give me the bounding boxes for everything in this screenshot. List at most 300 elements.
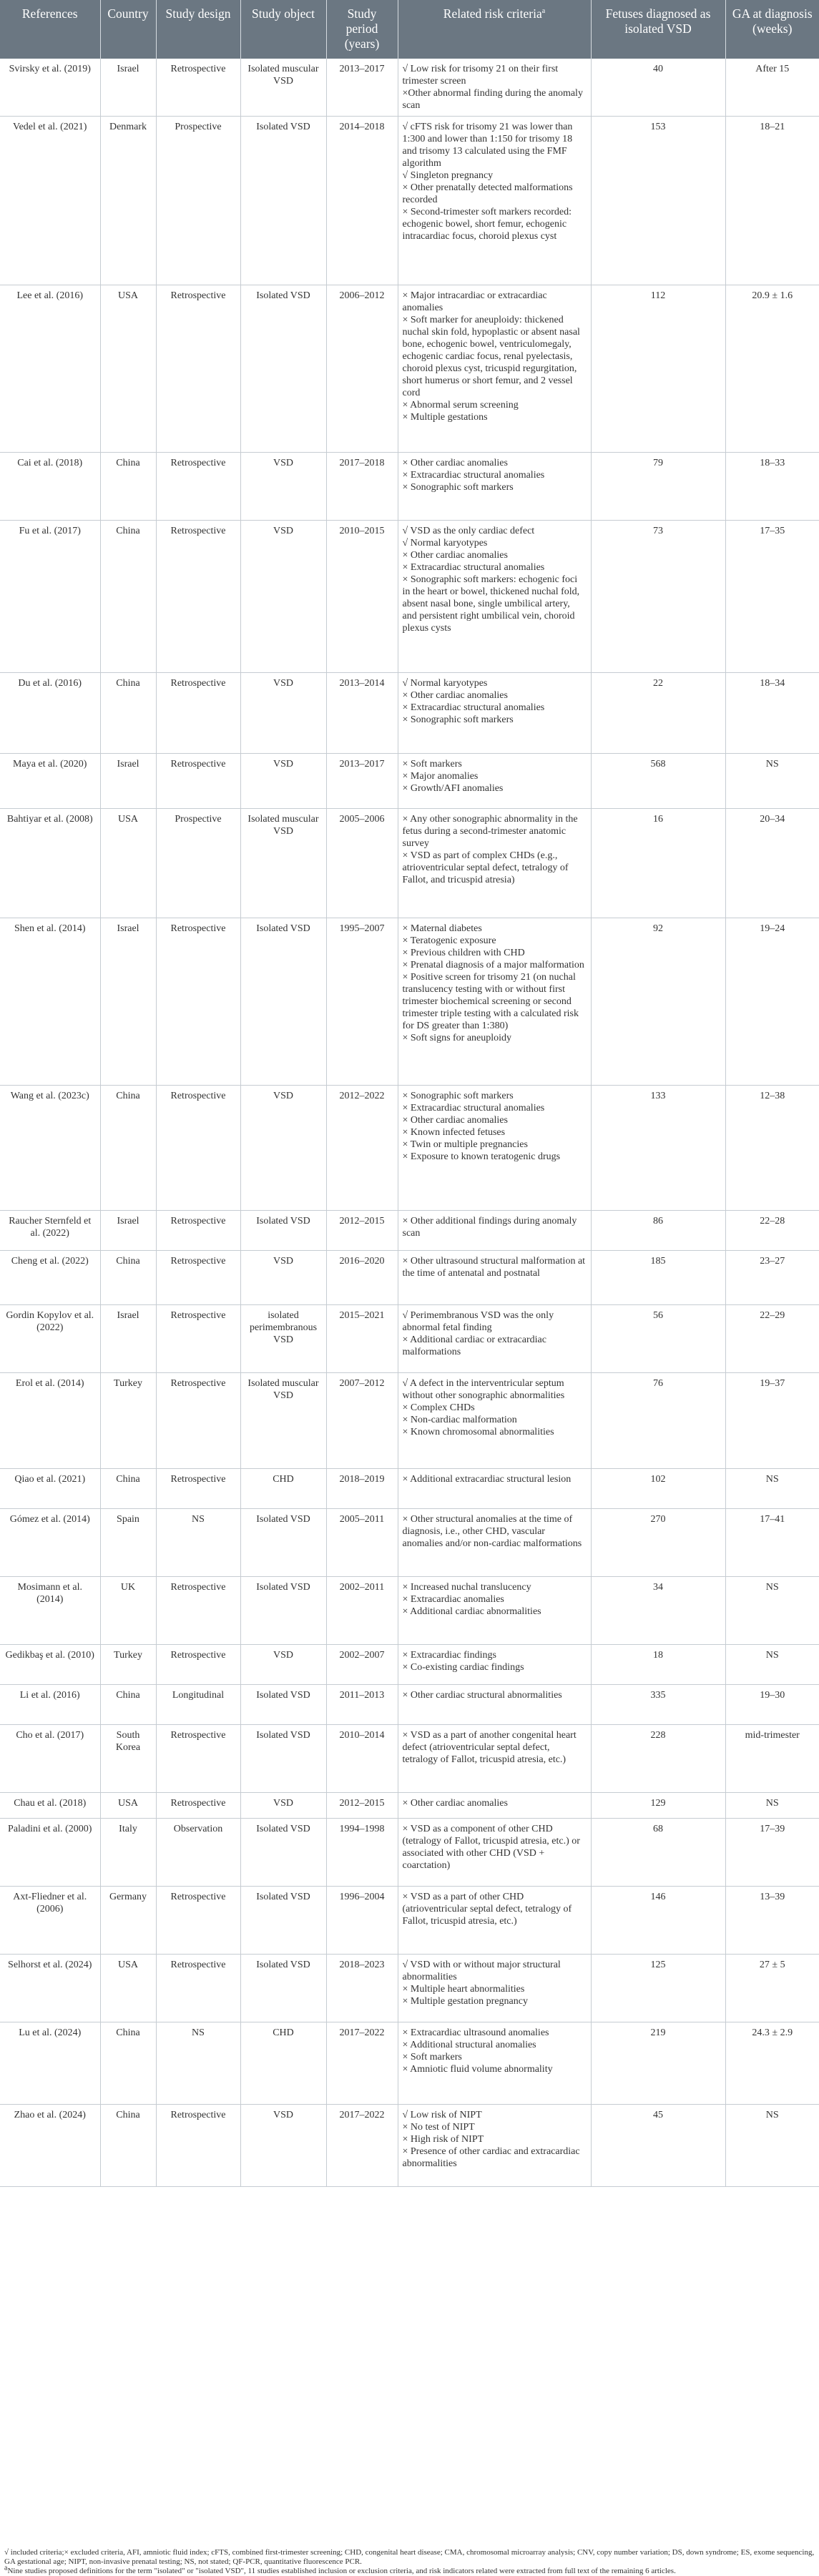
cell-country: China: [100, 1685, 156, 1725]
criteria-item: × High risk of NIPT: [402, 2134, 484, 2145]
table-row: [0, 1793, 819, 1819]
criteria-item: × Extracardiac structural anomalies: [402, 702, 545, 713]
criteria-item: × Other structural anomalies at the time of diagnosis, i.e., other CHD, vascular anomalies and/or non-cardiac malformations: [402, 1514, 582, 1549]
cell-country: Israel: [100, 754, 156, 809]
cell-ga-at-diagnosis: NS: [725, 1645, 819, 1685]
cell-fetuses-count: 228: [591, 1725, 725, 1793]
cell-fetuses-count: 125: [591, 1955, 725, 2022]
cell-risk-criteria: [398, 1685, 591, 1725]
cell-study-design: Prospective: [156, 117, 240, 285]
cell-risk-criteria: [398, 285, 591, 453]
cell-country: Turkey: [100, 1373, 156, 1469]
table-row: [0, 809, 819, 918]
table-row: [0, 1305, 819, 1373]
header-criteria-superscript: a: [541, 7, 546, 16]
cell-risk-criteria: [398, 1577, 591, 1645]
cell-study-object: Isolated VSD: [240, 1819, 326, 1887]
criteria-item: × VSD as a component of other CHD (tetralogy of Fallot, tricuspid atresia, etc.) or associated with other CHD (VSD + coarctation): [402, 1824, 580, 1871]
criteria-item: × Non-cardiac malformation: [402, 1415, 517, 1425]
criteria-item: × Other additional findings during anomaly scan: [402, 1216, 577, 1239]
table-row: [0, 1725, 819, 1793]
criteria-item: × Exposure to known teratogenic drugs: [402, 1151, 561, 1162]
cell-study-object: Isolated VSD: [240, 918, 326, 1086]
table-row: [0, 1645, 819, 1685]
criteria-item: × Extracardiac anomalies: [402, 1594, 504, 1605]
cell-study-design: Retrospective: [156, 754, 240, 809]
cell-fetuses-count: 146: [591, 1887, 725, 1955]
cell-study-design: Retrospective: [156, 1887, 240, 1955]
cell-fetuses-count: 76: [591, 1373, 725, 1469]
criteria-item: √ Normal karyotypes: [402, 678, 488, 689]
criteria-item: √ cFTS risk for trisomy 21 was lower than 1:300 and lower than 1:150 for trisomy 18 and trisomy 13 calculated using the FMF algorithm: [402, 122, 573, 169]
cell-study-object: VSD: [240, 1086, 326, 1211]
cell-risk-criteria: [398, 453, 591, 521]
criteria-item: × Presence of other cardiac and extracardiac abnormalities: [402, 2146, 580, 2169]
criteria-item: × Previous children with CHD: [402, 948, 525, 958]
cell-fetuses-count: 102: [591, 1469, 725, 1509]
cell-fetuses-count: 129: [591, 1793, 725, 1819]
cell-fetuses-count: 112: [591, 285, 725, 453]
criteria-item: × Known chromosomal abnormalities: [402, 1427, 554, 1437]
criteria-item: × Amniotic fluid volume abnormality: [402, 2064, 553, 2075]
cell-risk-criteria: [398, 2105, 591, 2187]
cell-study-design: Retrospective: [156, 453, 240, 521]
cell-study-design: Retrospective: [156, 1725, 240, 1793]
cell-study-object: CHD: [240, 1469, 326, 1509]
cell-reference: Cho et al. (2017): [0, 1725, 100, 1793]
cell-reference: Bahtiyar et al. (2008): [0, 809, 100, 918]
cell-risk-criteria: [398, 1373, 591, 1469]
cell-fetuses-count: 335: [591, 1685, 725, 1725]
cell-reference: Erol et al. (2014): [0, 1373, 100, 1469]
criteria-item: × Extracardiac structural anomalies: [402, 562, 545, 573]
cell-study-object: VSD: [240, 2105, 326, 2187]
cell-study-object: VSD: [240, 1793, 326, 1819]
cell-reference: Gordin Kopylov et al. (2022): [0, 1305, 100, 1373]
table-row: [0, 1577, 819, 1645]
table-row: [0, 1086, 819, 1211]
cell-study-design: Retrospective: [156, 1305, 240, 1373]
table-row: [0, 1373, 819, 1469]
cell-country: China: [100, 1469, 156, 1509]
cell-risk-criteria: [398, 809, 591, 918]
cell-ga-at-diagnosis: NS: [725, 1793, 819, 1819]
cell-country: China: [100, 2022, 156, 2105]
cell-country: South Korea: [100, 1725, 156, 1793]
cell-study-design: Retrospective: [156, 521, 240, 673]
cell-fetuses-count: 56: [591, 1305, 725, 1373]
criteria-item: × Extracardiac structural anomalies: [402, 470, 545, 481]
cell-study-object: Isolated VSD: [240, 1211, 326, 1251]
cell-study-object: Isolated VSD: [240, 1887, 326, 1955]
cell-country: Israel: [100, 1211, 156, 1251]
criteria-item: × Multiple gestation pregnancy: [402, 1996, 528, 2007]
cell-study-object: Isolated VSD: [240, 1955, 326, 2022]
cell-risk-criteria: [398, 1469, 591, 1509]
criteria-item: × Soft marker for aneuploidy: thickened nuchal skin fold, hypoplastic or absent nasal bone, echogenic bowel, ventriculomegaly, echogenic cardiac focus, renal pyelectasis, choroid plexus cyst, tricuspid regurgitation, short humerus or short femur, and 2 vessel cord: [402, 315, 580, 398]
table-row: [0, 1251, 819, 1305]
cell-country: Israel: [100, 59, 156, 117]
cell-ga-at-diagnosis: After 15: [725, 59, 819, 117]
cell-fetuses-count: 40: [591, 59, 725, 117]
table-row: [0, 673, 819, 754]
header-study-design: Study design: [156, 0, 240, 59]
cell-reference: Du et al. (2016): [0, 673, 100, 754]
table-body: [0, 59, 819, 2187]
criteria-item: × Additional structural anomalies: [402, 2040, 536, 2050]
cell-study-object: Isolated VSD: [240, 1509, 326, 1577]
cell-risk-criteria: [398, 754, 591, 809]
cell-study-object: CHD: [240, 2022, 326, 2105]
cell-reference: Lu et al. (2024): [0, 2022, 100, 2105]
cell-country: UK: [100, 1577, 156, 1645]
cell-ga-at-diagnosis: 20–34: [725, 809, 819, 918]
criteria-item: √ A defect in the interventricular septum without other sonographic abnormalities: [402, 1378, 565, 1401]
criteria-item: × Any other sonographic abnormality in the fetus during a second-trimester anatomic survey: [402, 814, 578, 849]
criteria-item: × VSD as a part of other CHD (atrioventricular septal defect, tetralogy of Fallot, tricuspid atresia, etc.): [402, 1892, 572, 1927]
cell-study-object: VSD: [240, 1251, 326, 1305]
criteria-item: × No test of NIPT: [402, 2122, 475, 2133]
cell-reference: Maya et al. (2020): [0, 754, 100, 809]
header-study-object: Study object: [240, 0, 326, 59]
cell-country: Israel: [100, 918, 156, 1086]
cell-study-design: Retrospective: [156, 2105, 240, 2187]
criteria-item: × Extracardiac ultrasound anomalies: [402, 2027, 549, 2038]
cell-study-design: Retrospective: [156, 918, 240, 1086]
cell-study-period: 2002–2007: [326, 1645, 398, 1685]
cell-fetuses-count: 79: [591, 453, 725, 521]
cell-study-period: 2005–2006: [326, 809, 398, 918]
criteria-item: × Other ultrasound structural malformation at the time of antenatal and postnatal: [402, 1256, 586, 1279]
cell-study-period: 2010–2015: [326, 521, 398, 673]
cell-ga-at-diagnosis: 18–34: [725, 673, 819, 754]
cell-study-design: NS: [156, 1509, 240, 1577]
table-row: [0, 521, 819, 673]
cell-risk-criteria: [398, 1251, 591, 1305]
cell-study-object: VSD: [240, 453, 326, 521]
cell-ga-at-diagnosis: 18–33: [725, 453, 819, 521]
cell-study-period: 2011–2013: [326, 1685, 398, 1725]
cell-ga-at-diagnosis: NS: [725, 1469, 819, 1509]
table-row: [0, 1509, 819, 1577]
cell-reference: Svirsky et al. (2019): [0, 59, 100, 117]
cell-country: Germany: [100, 1887, 156, 1955]
criteria-item: √ Singleton pregnancy: [402, 170, 494, 181]
cell-reference: Shen et al. (2014): [0, 918, 100, 1086]
cell-study-design: Longitudinal: [156, 1685, 240, 1725]
table-header: [0, 0, 819, 59]
cell-ga-at-diagnosis: 12–38: [725, 1086, 819, 1211]
cell-ga-at-diagnosis: 17–39: [725, 1819, 819, 1887]
table-row: [0, 1469, 819, 1509]
criteria-item: × Major intracardiac or extracardiac anomalies: [402, 290, 547, 313]
table-row: [0, 1887, 819, 1955]
cell-study-object: Isolated VSD: [240, 285, 326, 453]
cell-ga-at-diagnosis: 22–28: [725, 1211, 819, 1251]
cell-ga-at-diagnosis: 19–37: [725, 1373, 819, 1469]
table-row: [0, 117, 819, 285]
cell-country: USA: [100, 1955, 156, 2022]
cell-ga-at-diagnosis: mid-trimester: [725, 1725, 819, 1793]
cell-reference: Wang et al. (2023c): [0, 1086, 100, 1211]
criteria-item: × Positive screen for trisomy 21 (on nuchal translucency testing with or without first trimester biochemical screening or second trimester triple testing with a calculated risk for DS greater than 1:380): [402, 972, 579, 1031]
cell-study-design: Retrospective: [156, 1086, 240, 1211]
cell-country: Italy: [100, 1819, 156, 1887]
criteria-item: × Sonographic soft markers: echogenic foci in the heart or bowel, thickened nuchal fold, absent nasal bone, single umbilical artery, and persistent right umbilical vein, choroid plexus cysts: [402, 574, 580, 634]
cell-study-design: Retrospective: [156, 1955, 240, 2022]
table-row: [0, 453, 819, 521]
cell-study-object: VSD: [240, 521, 326, 673]
cell-fetuses-count: 68: [591, 1819, 725, 1887]
cell-study-period: 2018–2023: [326, 1955, 398, 2022]
cell-study-period: 2010–2014: [326, 1725, 398, 1793]
cell-reference: Selhorst et al. (2024): [0, 1955, 100, 2022]
cell-study-design: Observation: [156, 1819, 240, 1887]
criteria-item: × Teratogenic exposure: [402, 935, 496, 946]
criteria-item: × Increased nuchal translucency: [402, 1582, 531, 1593]
cell-study-object: isolated perimembranous VSD: [240, 1305, 326, 1373]
cell-study-period: 1994–1998: [326, 1819, 398, 1887]
cell-study-object: Isolated muscular VSD: [240, 1373, 326, 1469]
table-row: [0, 1819, 819, 1887]
cell-study-object: VSD: [240, 754, 326, 809]
cell-study-object: Isolated muscular VSD: [240, 809, 326, 918]
cell-country: China: [100, 521, 156, 673]
cell-study-object: VSD: [240, 1645, 326, 1685]
cell-ga-at-diagnosis: 20.9 ± 1.6: [725, 285, 819, 453]
cell-reference: Vedel et al. (2021): [0, 117, 100, 285]
table-row: [0, 2022, 819, 2105]
cell-reference: Axt-Fliedner et al. (2006): [0, 1887, 100, 1955]
criteria-item: × VSD as part of complex CHDs (e.g., atrioventricular septal defect, tetralogy of Fallot, and tricuspid atresia): [402, 850, 569, 885]
criteria-item: × Other cardiac anomalies: [402, 690, 508, 701]
header-country: Country: [100, 0, 156, 59]
criteria-item: × Multiple gestations: [402, 412, 488, 423]
cell-study-period: 2013–2017: [326, 754, 398, 809]
cell-study-period: 2016–2020: [326, 1251, 398, 1305]
cell-ga-at-diagnosis: 22–29: [725, 1305, 819, 1373]
cell-study-period: 2012–2022: [326, 1086, 398, 1211]
cell-study-object: VSD: [240, 673, 326, 754]
cell-country: USA: [100, 1793, 156, 1819]
criteria-item: × Other cardiac anomalies: [402, 550, 508, 561]
cell-reference: Li et al. (2016): [0, 1685, 100, 1725]
table-row: [0, 1685, 819, 1725]
cell-reference: Raucher Sternfeld et al. (2022): [0, 1211, 100, 1251]
footnote-note: [4, 2564, 815, 2576]
cell-fetuses-count: 45: [591, 2105, 725, 2187]
cell-reference: Cheng et al. (2022): [0, 1251, 100, 1305]
cell-ga-at-diagnosis: 24.3 ± 2.9: [725, 2022, 819, 2105]
cell-study-object: Isolated VSD: [240, 1577, 326, 1645]
cell-study-period: 2006–2012: [326, 285, 398, 453]
cell-ga-at-diagnosis: 19–24: [725, 918, 819, 1086]
cell-study-object: Isolated VSD: [240, 117, 326, 285]
cell-country: USA: [100, 809, 156, 918]
criteria-item: × Extracardiac structural anomalies: [402, 1103, 545, 1114]
header-study-period: Study period (years): [326, 0, 398, 59]
criteria-item: √ Low risk of NIPT: [402, 2110, 482, 2120]
criteria-item: √ Normal karyotypes: [402, 538, 488, 549]
cell-country: Turkey: [100, 1645, 156, 1685]
criteria-item: √ Perimembranous VSD was the only abnormal fetal finding: [402, 1310, 554, 1333]
header-references: References: [0, 0, 100, 59]
criteria-item: √ VSD as the only cardiac defect: [402, 526, 535, 536]
cell-risk-criteria: [398, 1086, 591, 1211]
cell-study-period: 1996–2004: [326, 1887, 398, 1955]
criteria-item: × Complex CHDs: [402, 1402, 475, 1413]
criteria-item: × Sonographic soft markers: [402, 482, 514, 493]
cell-risk-criteria: [398, 521, 591, 673]
cell-ga-at-diagnosis: NS: [725, 754, 819, 809]
cell-country: China: [100, 1086, 156, 1211]
table-row: [0, 59, 819, 117]
criteria-item: ×Other abnormal finding during the anomaly scan: [402, 88, 583, 111]
cell-reference: Qiao et al. (2021): [0, 1469, 100, 1509]
cell-country: Spain: [100, 1509, 156, 1577]
cell-study-object: Isolated muscular VSD: [240, 59, 326, 117]
criteria-item: × Other cardiac anomalies: [402, 458, 508, 468]
cell-risk-criteria: [398, 1955, 591, 2022]
cell-reference: Gómez et al. (2014): [0, 1509, 100, 1577]
table-row: [0, 1955, 819, 2022]
cell-study-design: NS: [156, 2022, 240, 2105]
cell-study-design: Retrospective: [156, 1373, 240, 1469]
cell-fetuses-count: 86: [591, 1211, 725, 1251]
table-row: [0, 285, 819, 453]
cell-study-period: 2017–2018: [326, 453, 398, 521]
cell-study-design: Prospective: [156, 809, 240, 918]
criteria-item: × Maternal diabetes: [402, 923, 482, 934]
cell-study-design: Retrospective: [156, 1645, 240, 1685]
criteria-item: √ VSD with or without major structural abnormalities: [402, 1960, 561, 1982]
cell-country: China: [100, 1251, 156, 1305]
cell-study-period: 2002–2011: [326, 1577, 398, 1645]
cell-risk-criteria: [398, 673, 591, 754]
header-ga-at-diagnosis: GA at diagnosis (weeks): [725, 0, 819, 59]
cell-study-period: 2015–2021: [326, 1305, 398, 1373]
criteria-item: × Other cardiac structural abnormalities: [402, 1690, 562, 1701]
cell-risk-criteria: [398, 59, 591, 117]
cell-fetuses-count: 219: [591, 2022, 725, 2105]
criteria-item: × Sonographic soft markers: [402, 714, 514, 725]
cell-ga-at-diagnosis: 23–27: [725, 1251, 819, 1305]
cell-ga-at-diagnosis: 13–39: [725, 1887, 819, 1955]
cell-fetuses-count: 92: [591, 918, 725, 1086]
cell-reference: Lee et al. (2016): [0, 285, 100, 453]
cell-fetuses-count: 185: [591, 1251, 725, 1305]
cell-study-design: Retrospective: [156, 59, 240, 117]
criteria-item: × Twin or multiple pregnancies: [402, 1139, 528, 1150]
cell-reference: Chau et al. (2018): [0, 1793, 100, 1819]
cell-study-period: 1995–2007: [326, 918, 398, 1086]
cell-study-period: 2012–2015: [326, 1211, 398, 1251]
cell-study-period: 2012–2015: [326, 1793, 398, 1819]
criteria-item: × Other cardiac anomalies: [402, 1115, 508, 1126]
cell-ga-at-diagnosis: 27 ± 5: [725, 1955, 819, 2022]
table-row: [0, 1211, 819, 1251]
criteria-item: × Multiple heart abnormalities: [402, 1984, 525, 1995]
criteria-item: × Additional cardiac or extracardiac malformations: [402, 1334, 546, 1357]
cell-study-design: Retrospective: [156, 1211, 240, 1251]
cell-reference: Paladini et al. (2000): [0, 1819, 100, 1887]
criteria-item: × Co-existing cardiac findings: [402, 1662, 524, 1673]
cell-ga-at-diagnosis: NS: [725, 2105, 819, 2187]
cell-study-period: 2018–2019: [326, 1469, 398, 1509]
cell-study-design: Retrospective: [156, 1469, 240, 1509]
table-row: [0, 754, 819, 809]
cell-reference: Fu et al. (2017): [0, 521, 100, 673]
cell-risk-criteria: [398, 1509, 591, 1577]
cell-risk-criteria: [398, 1887, 591, 1955]
cell-risk-criteria: [398, 1645, 591, 1685]
cell-study-period: 2017–2022: [326, 2105, 398, 2187]
cell-risk-criteria: [398, 1819, 591, 1887]
cell-study-design: Retrospective: [156, 673, 240, 754]
cell-risk-criteria: [398, 117, 591, 285]
cell-reference: Cai et al. (2018): [0, 453, 100, 521]
footnote-note-superscript: a: [4, 2564, 8, 2572]
cell-study-period: 2014–2018: [326, 117, 398, 285]
cell-study-period: 2005–2011: [326, 1509, 398, 1577]
cell-fetuses-count: 18: [591, 1645, 725, 1685]
cell-reference: Zhao et al. (2024): [0, 2105, 100, 2187]
cell-reference: Mosimann et al. (2014): [0, 1577, 100, 1645]
criteria-item: × Major anomalies: [402, 771, 479, 782]
criteria-item: × Additional extracardiac structural lesion: [402, 1474, 572, 1485]
criteria-item: × Sonographic soft markers: [402, 1091, 514, 1101]
cell-study-object: Isolated VSD: [240, 1725, 326, 1793]
cell-fetuses-count: 133: [591, 1086, 725, 1211]
cell-country: Denmark: [100, 117, 156, 285]
cell-country: Israel: [100, 1305, 156, 1373]
table-row: [0, 918, 819, 1086]
cell-country: China: [100, 453, 156, 521]
cell-fetuses-count: 16: [591, 809, 725, 918]
criteria-item: × Other cardiac anomalies: [402, 1798, 508, 1809]
criteria-item: × Growth/AFI anomalies: [402, 783, 504, 794]
cell-ga-at-diagnosis: 17–35: [725, 521, 819, 673]
cell-country: China: [100, 673, 156, 754]
cell-fetuses-count: 73: [591, 521, 725, 673]
cell-study-period: 2013–2014: [326, 673, 398, 754]
cell-study-period: 2013–2017: [326, 59, 398, 117]
criteria-item: × Abnormal serum screening: [402, 400, 519, 411]
criteria-item: × Other prenatally detected malformations recorded: [402, 182, 573, 205]
cell-risk-criteria: [398, 1211, 591, 1251]
cell-risk-criteria: [398, 1305, 591, 1373]
criteria-item: × VSD as a part of another congenital heart defect (atrioventricular septal defect, tetralogy of Fallot, tricuspid atresia, etc.): [402, 1730, 577, 1765]
cell-fetuses-count: 153: [591, 117, 725, 285]
cell-risk-criteria: [398, 1725, 591, 1793]
cell-risk-criteria: [398, 918, 591, 1086]
cell-reference: Gedikbaş et al. (2010): [0, 1645, 100, 1685]
footnote-abbreviations: √ included criteria;× excluded criteria, AFI, amniotic fluid index; cFTS, combined first-trimester screening; CHD, congenital heart disease; CMA, chromosomal microarray analysis; CNV, copy number variation; DS, down syndrome; ES, exome sequencing, GA gestational age; NIPT, non-invasive prenatal testing; NS, not stated; QF-PCR, quantitative fluorescence PCR.: [4, 2548, 815, 2566]
footnote-note-text: Nine studies proposed definitions for the term "isolated" or "isolated VSD", 11 studies established inclusion or exclusion criteria, and risk indicators related were extracted from full text of the remaining 6 articles.: [7, 2567, 676, 2575]
table-footnotes: [0, 2548, 819, 2576]
cell-fetuses-count: 34: [591, 1577, 725, 1645]
criteria-item: × Soft markers: [402, 2052, 462, 2063]
header-related-risk-criteria: Related risk criteria$^a$: [398, 0, 591, 59]
table-row: [0, 2105, 819, 2187]
cell-ga-at-diagnosis: 17–41: [725, 1509, 819, 1577]
cell-study-design: Retrospective: [156, 285, 240, 453]
criteria-item: √ Low risk for trisomy 21 on their first trimester screen: [402, 64, 559, 87]
cell-study-object: Isolated VSD: [240, 1685, 326, 1725]
criteria-item: × Second-trimester soft markers recorded: echogenic bowel, short femur, echogenic intracardiac focus, choroid plexus cyst: [402, 207, 572, 242]
cell-ga-at-diagnosis: 19–30: [725, 1685, 819, 1725]
cell-country: China: [100, 2105, 156, 2187]
